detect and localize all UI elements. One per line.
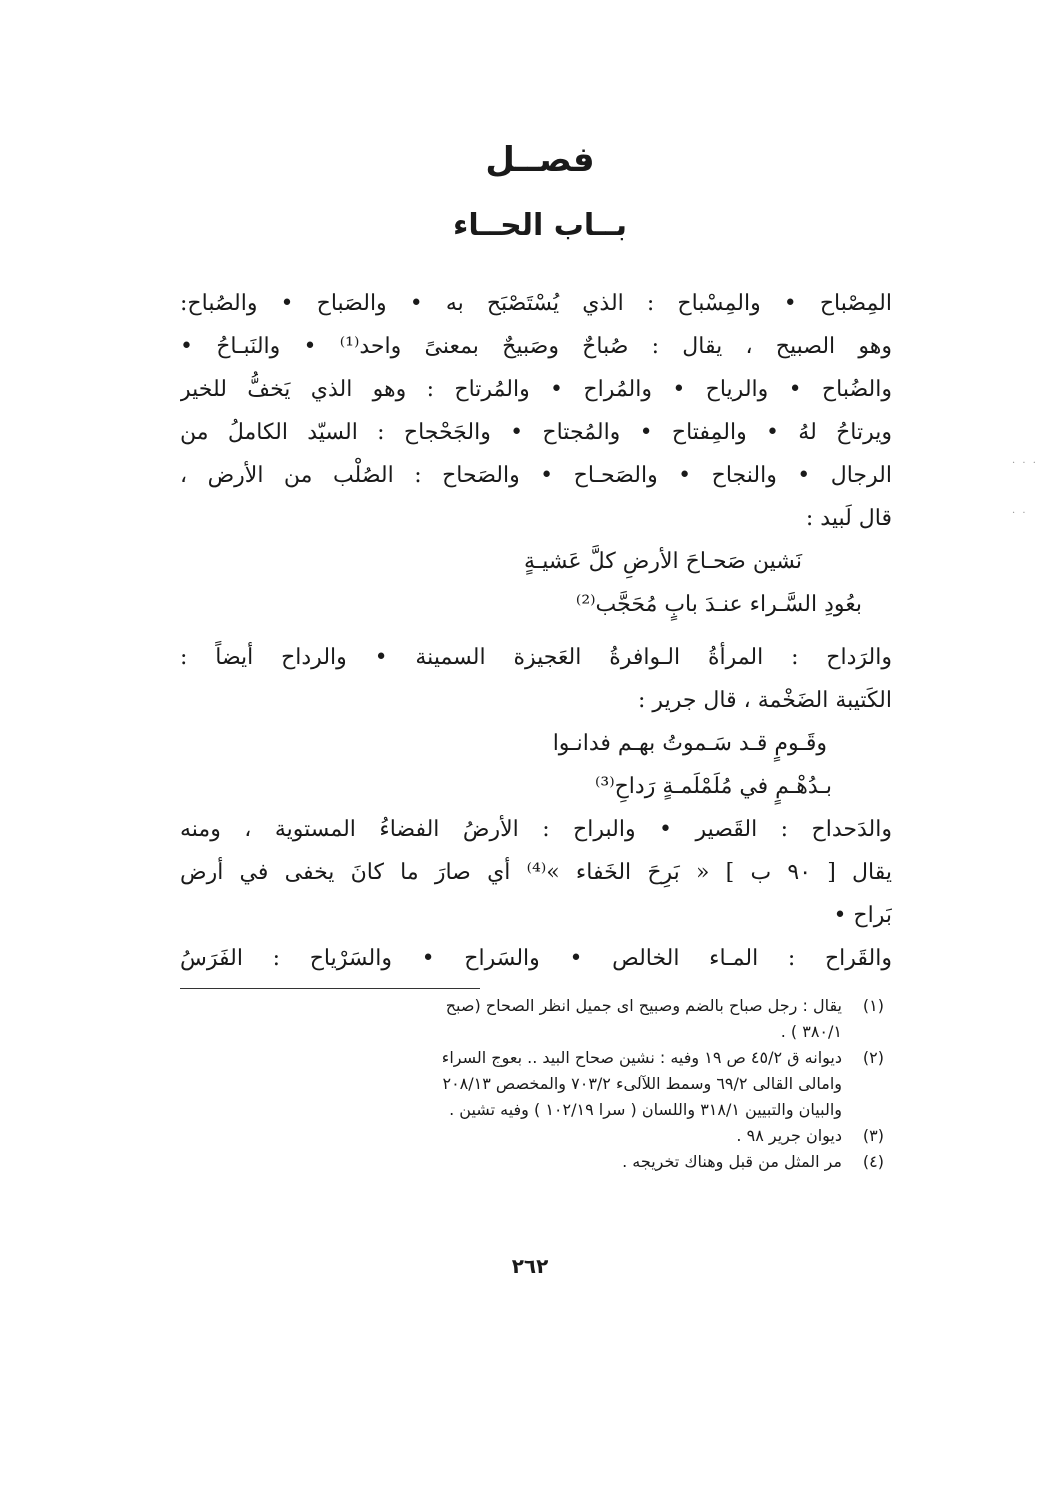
text-line: الرجال • والنجاح • والصَحـاح • والصَحاح : الصُلْب من الأرض ، xyxy=(180,463,892,488)
margin-mark: · · xyxy=(1012,508,1028,519)
footnote-text: وامالى القالى ٦٩/٢ وسمط اللآلىء ٧٠٣/٢ والمخصص ٢٠٨/١٣ xyxy=(442,1074,842,1093)
text-line: الكَتيبة الضَخْمة ، قال جرير : xyxy=(638,688,892,713)
page-number: ٢٦٢ xyxy=(511,1254,549,1278)
section-heading: فصــل xyxy=(485,140,595,180)
footnote-number: (٢) xyxy=(862,1048,884,1067)
text-line: بَراح • xyxy=(833,903,892,928)
footnote-number: (١) xyxy=(862,996,884,1015)
footnote-text: ديوان جرير ٩٨ . xyxy=(736,1126,842,1145)
text-line: والضُباح • والرياح • والمُراح • والمُرتاح : وهو الذي يَخفُّ للخير xyxy=(180,377,892,402)
footnote-text: والبيان والتبيين ٣١٨/١ واللسان ( سرا ١٠٢/١٩ ) وفيه تشين . xyxy=(449,1100,842,1119)
footnote xyxy=(180,993,892,1045)
footnote-number: (٣) xyxy=(862,1126,884,1145)
text-line: والقَراح : المـاء الخالص • والسَراح • والسَرْياح : الفَرَسُ xyxy=(180,946,892,971)
footnote-divider xyxy=(180,988,480,989)
verse-line: بعُودِ السَّـراء عنـدَ بابٍ مُحَجَّب⁽²⁾ xyxy=(575,592,862,617)
chapter-heading: بــاب الحــاء xyxy=(453,208,627,243)
text-line: والدَحداح : القَصير • والبراح : الأرضُ الفضاءُ المستوية ، ومنه xyxy=(180,817,892,842)
footnote xyxy=(180,1123,892,1149)
text-line: وهو الصبيح ، يقال : صُباحٌ وصَبيحٌ بمعنىً واحد⁽¹⁾ • والنَبـاحُ • xyxy=(180,334,892,359)
verse-line: وقَـومٍ قـد سَـموتُ بهـم فدانـوا xyxy=(552,731,827,756)
footnote-number: (٤) xyxy=(862,1152,884,1171)
footnote xyxy=(180,1045,892,1123)
footnotes xyxy=(180,993,892,1175)
verse-line: نَشين صَحـاحَ الأرضِ كلَّ عَشيـةٍ xyxy=(524,549,802,574)
text-line: ويرتاحُ لهُ • والمِفتاح • والمُجتاح • والجَحْجاح : السيّد الكاملُ من xyxy=(180,420,892,445)
text-line: قال لَبيد : xyxy=(805,506,892,531)
footnote-text: ٣٨٠/١ ) . xyxy=(780,1022,842,1041)
text-line: والرَداح : المرأةُ الـوافرةُ العَجيزة السمينة • والرداح أيضاً : xyxy=(180,645,892,670)
footnote xyxy=(180,1149,892,1175)
footnote-text: يقال : رجل صباح بالضم وصبيح اى جميل انظر الصحاح (صبح xyxy=(445,996,842,1015)
text-line: المِصْباح • والمِسْباح : الذي يُسْتَصْبَح به • والصَباح • والصُباح: xyxy=(180,291,892,316)
main-text xyxy=(180,282,892,980)
footnote-text: ديوانه ق ٤٥/٢ ص ١٩ وفيه : نشين صحاح البيد .. بعوج السراء xyxy=(441,1048,842,1067)
text-line: يقال [ ٩٠ ب ] « بَرِحَ الخَفاء »⁽⁴⁾ أي صارَ ما كانَ يخفى في أرض xyxy=(180,860,892,885)
footnote-text: مر المثل من قبل وهناك تخريجه . xyxy=(622,1152,842,1171)
verse-line: بـدُهْـمٍ في مُلَمْلَمـةٍ رَداحِ⁽³⁾ xyxy=(594,774,832,799)
margin-mark: · · · xyxy=(1012,458,1038,469)
